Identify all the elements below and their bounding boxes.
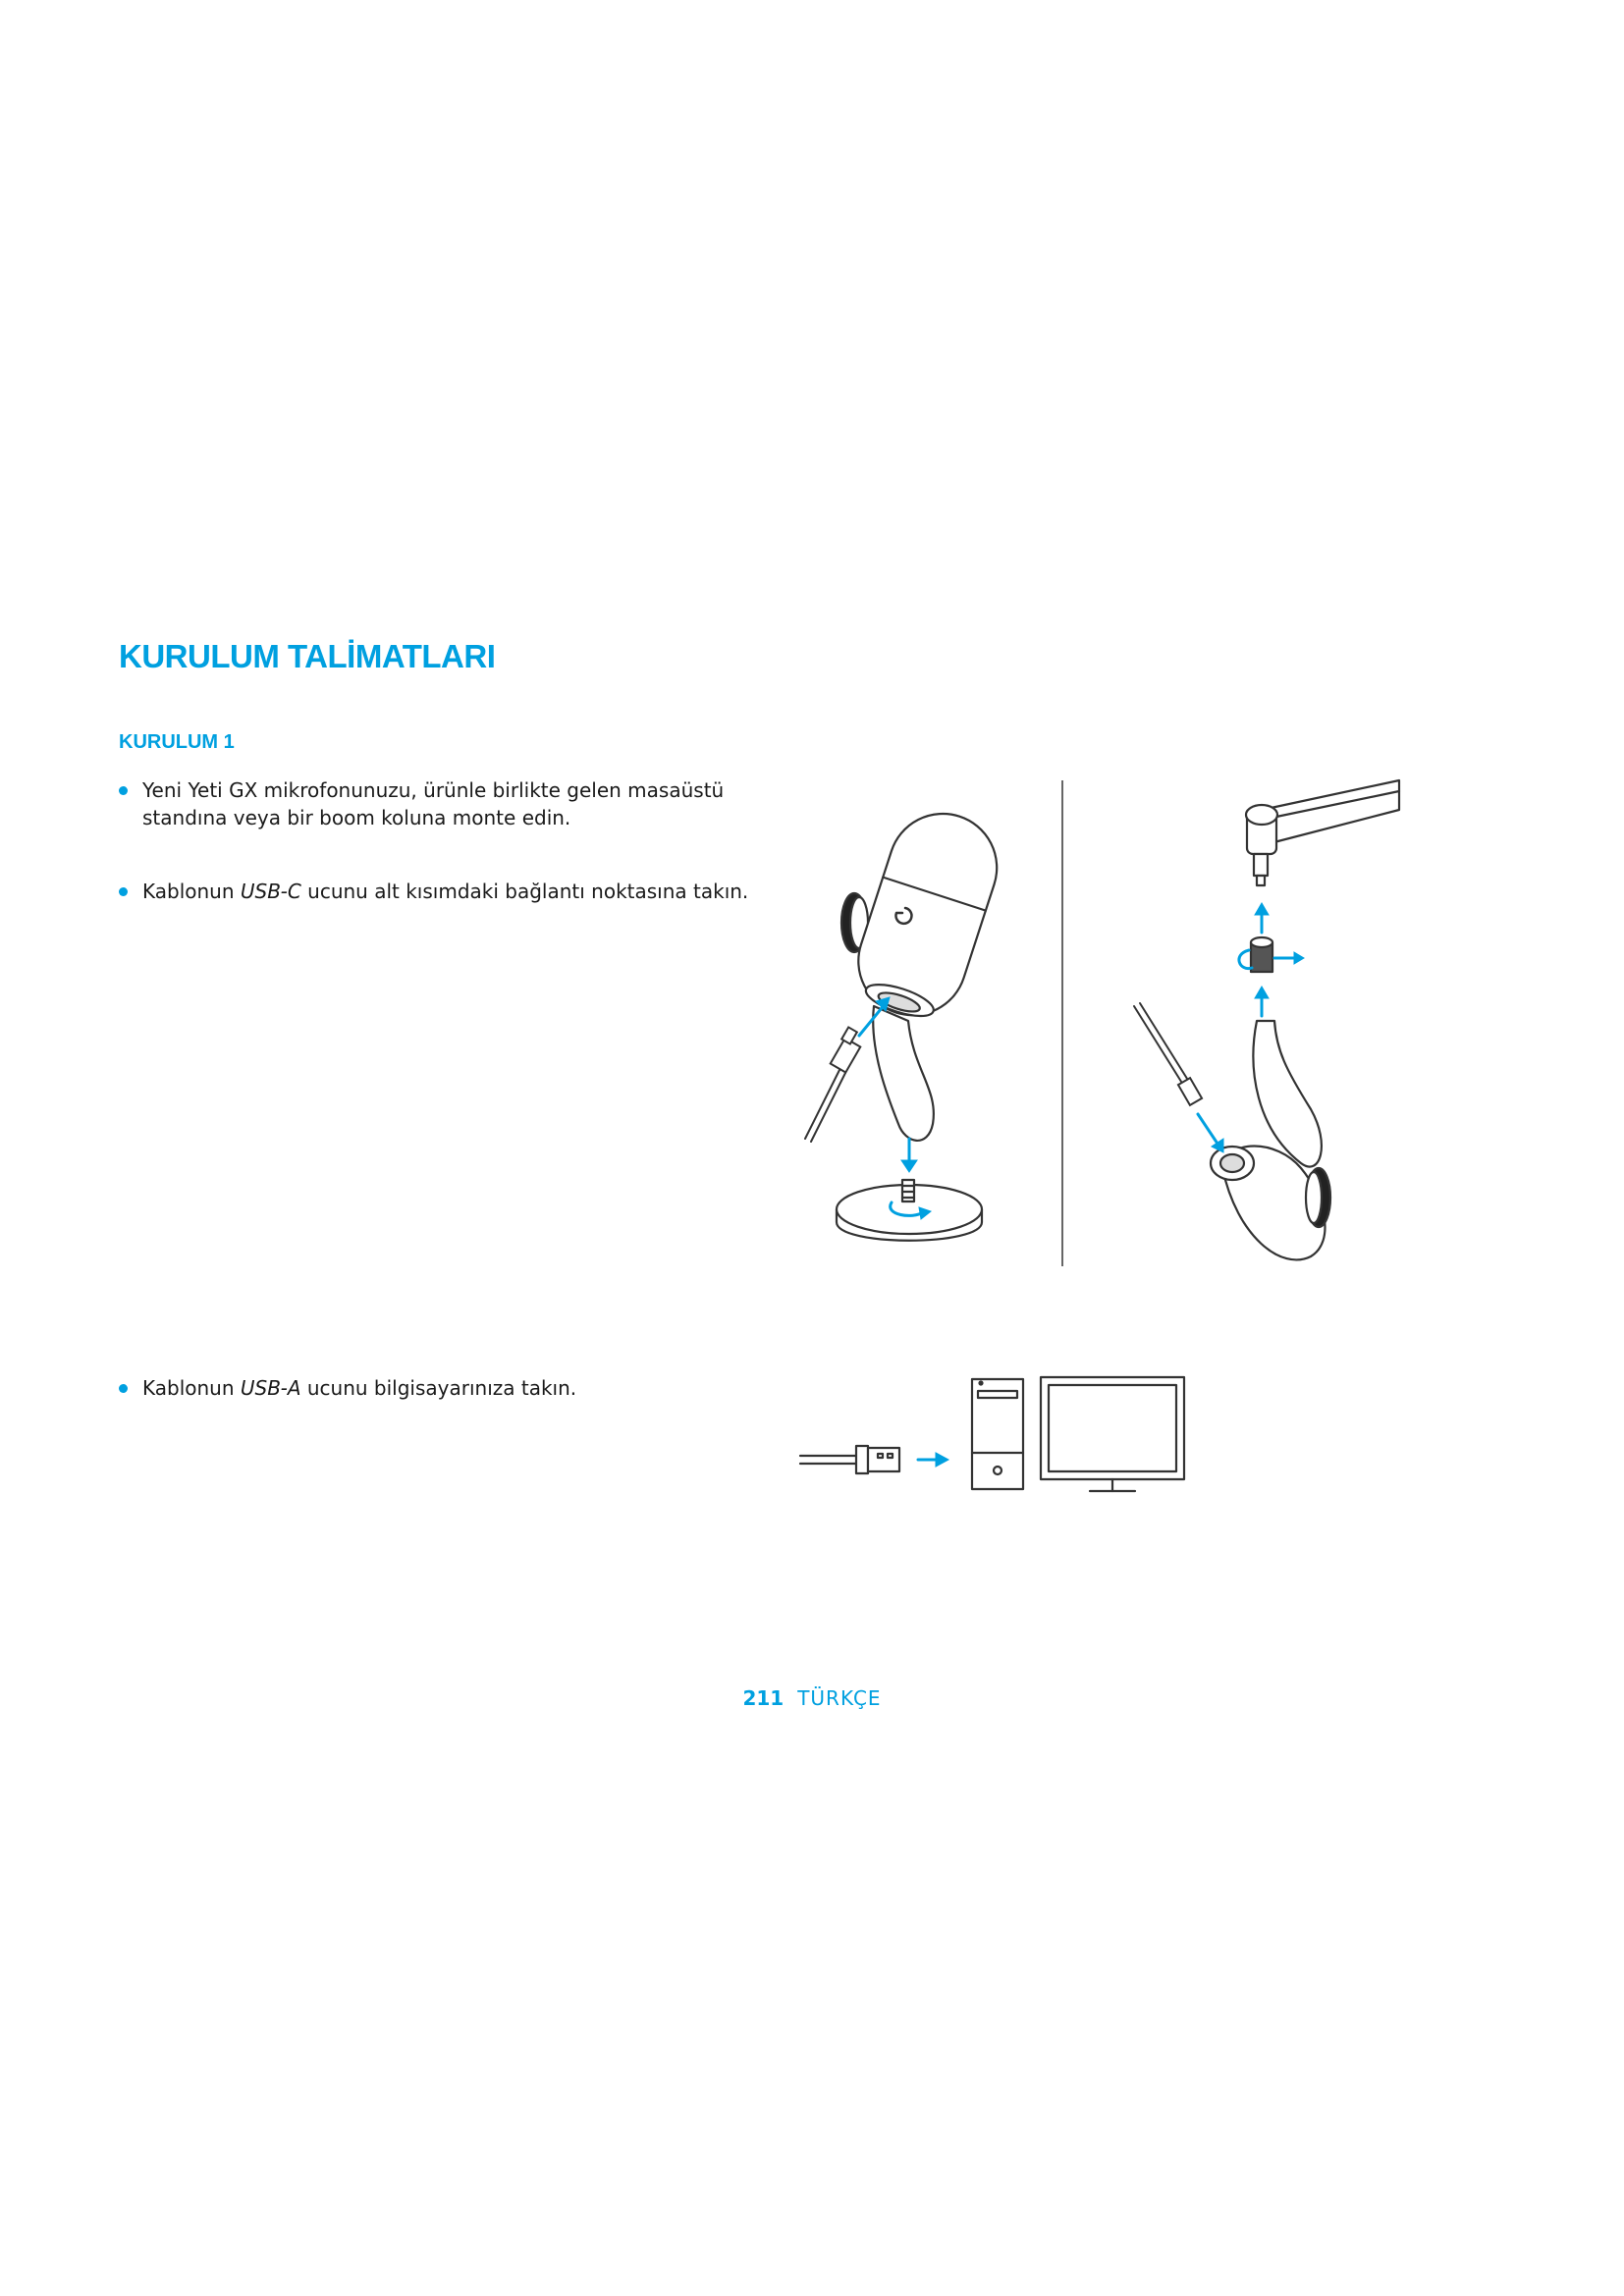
boom-arm-illustration	[1129, 775, 1404, 1276]
bullet-icon	[119, 786, 128, 795]
bullet-icon	[119, 1384, 128, 1393]
page-footer	[0, 1686, 1624, 1710]
step-text: Kablonun USB-A ucunu bilgisayarınıza takın.	[142, 1376, 577, 1400]
bullet-icon	[119, 887, 128, 896]
desk-stand-illustration	[785, 775, 1041, 1266]
step-mount-microphone	[119, 776, 767, 831]
usb-cable-icon	[856, 1446, 868, 1473]
usb-a-connection-illustration	[795, 1369, 1188, 1497]
step-text: Kablonun USB-C ucunu alt kısımdaki bağlantı noktasına takın.	[142, 880, 749, 903]
step-connect-usb-a	[119, 1374, 728, 1402]
figure-divider	[1060, 780, 1064, 1266]
step-text: Yeni Yeti GX mikrofonunuzu, ürünle birlikte gelen masaüstü standına veya bir boom koluna monte edin.	[142, 778, 725, 829]
language-label: TÜRKÇE	[797, 1686, 882, 1710]
arrow-icon	[918, 1453, 948, 1467]
section-title: KURULUM 1	[119, 731, 235, 753]
step-connect-usb-c	[119, 878, 826, 905]
page-title: KURULUM TALİMATLARI	[119, 638, 496, 674]
page-number: 211	[742, 1686, 785, 1710]
